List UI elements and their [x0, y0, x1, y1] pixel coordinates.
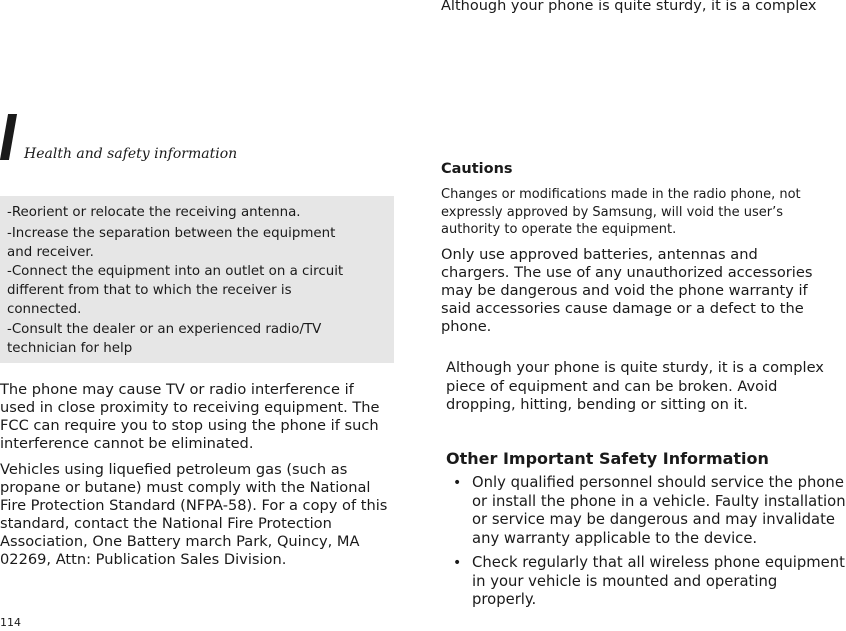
other-safety-heading: Other Important Safety Information — [446, 449, 769, 468]
bullet-icon: • — [453, 475, 462, 491]
list-item — [446, 474, 846, 548]
lpg-vehicles-paragraph: Vehicles using liquefied petroleum gas (such as propane or butane) must comply with the National Fire Protection Standard (NFPA-58). For a copy of this standard, contact the National Fire Protection Association, One Battery march Park, Quincy, MA 02269, Attn: Publication Sales Division. — [0, 461, 388, 568]
list-item-text: Only qualified personnel should service the phone or install the phone in a vehicle. Faulty installation or service may be dangerous and may invalidate any warranty applicable to the device. — [472, 474, 846, 547]
cautions-modifications-paragraph: Changes or modifications made in the radio phone, not expressly approved by Samsung, will void the user’s authority to operate the equipment. — [441, 187, 801, 237]
cautions-sturdy-phone-paragraph: Although your phone is quite sturdy, it is a complex piece of equipment and can be broken. Avoid dropping, hitting, bending or sitting on it. — [446, 359, 824, 413]
other-safety-list — [446, 474, 846, 616]
section-header-title: Health and safety information — [24, 146, 238, 162]
header-accent-bar — [0, 114, 17, 160]
interference-tips-box — [0, 196, 394, 363]
page-number: 114 — [0, 616, 21, 629]
top-cut-off-text: Although your phone is quite sturdy, it is a complex — [441, 0, 817, 14]
cautions-approved-batteries-paragraph: Only use approved batteries, antennas and chargers. The use of any unauthorized accessories may be dangerous and void the phone warranty if said accessories cause damage or a defect to the phone. — [441, 246, 813, 335]
list-item-text: Check regularly that all wireless phone equipment in your vehicle is mounted and operating properly. — [472, 554, 845, 608]
tip-reorient-antenna: -Reorient or relocate the receiving antenna. — [7, 205, 301, 220]
tip-increase-separation: -Increase the separation between the equipment and receiver. — [7, 226, 336, 260]
tip-different-outlet: -Connect the equipment into an outlet on a circuit different from that to which the receiver is connected. — [7, 264, 344, 317]
bullet-icon: • — [453, 555, 462, 571]
tip-consult-dealer: -Consult the dealer or an experienced radio/TV technician for help — [7, 322, 322, 356]
cautions-heading: Cautions — [441, 161, 513, 177]
tv-interference-paragraph: The phone may cause TV or radio interference if used in close proximity to receiving equipment. The FCC can require you to stop using the phone if such interference cannot be eliminated. — [0, 381, 380, 452]
list-item — [446, 554, 846, 610]
